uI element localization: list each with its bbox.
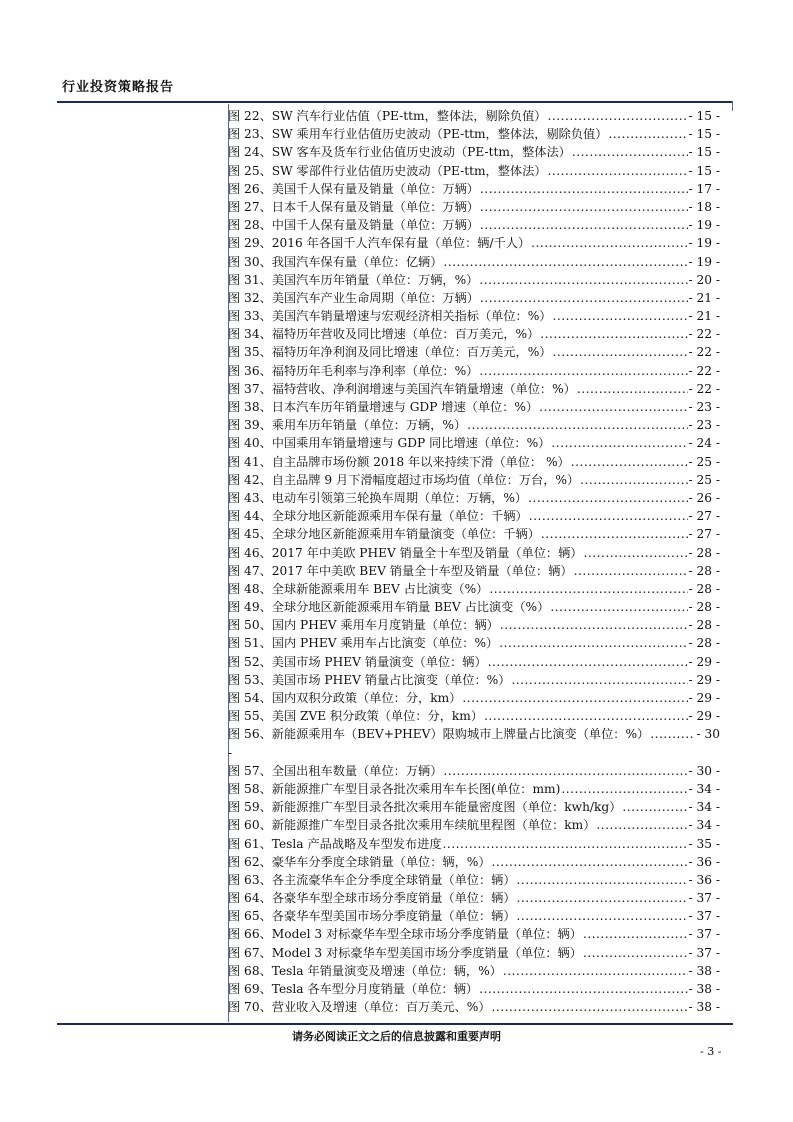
- toc-entry[interactable]: [228, 944, 720, 962]
- toc-entry-page: - 30 -: [688, 763, 720, 778]
- toc-entry-label: 图 27、日本千人保有量及销量（单位：万辆）: [228, 199, 479, 214]
- toc-entry-label: 图 63、各主流豪华车企分季度全球销量（单位：辆）: [228, 872, 516, 887]
- toc-entry-label: 图 59、新能源推广车型目录各批次乘用车能量密度图（单位：kwh/kg）: [228, 800, 622, 815]
- toc-entry-page: - 19 -: [688, 254, 720, 269]
- toc-entry-page: - 34 -: [688, 800, 720, 815]
- toc-entry[interactable]: [228, 380, 720, 398]
- toc-entry-page: - 22 -: [688, 363, 720, 378]
- toc-dot-leader: [517, 889, 688, 907]
- toc-entry-label: 图 67、Model 3 对标豪华车型美国市场分季度销量（单位：辆）: [228, 945, 582, 960]
- toc-entry[interactable]: [228, 343, 720, 361]
- toc-dot-leader: [511, 671, 687, 689]
- toc-entry-label: 图 40、中国乘用车销量增速与 GDP 同比增速（单位：%）: [228, 436, 551, 451]
- toc-entry-page: - 28 -: [688, 636, 720, 651]
- toc-entry-label: 图 55、美国 ZVE 积分政策（单位：分，km）: [228, 709, 484, 724]
- toc-entry[interactable]: [228, 453, 720, 471]
- toc-dot-leader: [489, 580, 687, 598]
- toc-entry-label: 图 36、福特历年毛利率与净利率（单位：%）: [228, 363, 479, 378]
- toc-entry-page: - 34 -: [688, 781, 720, 796]
- toc-entry-label: 图 44、全球分地区新能源乘用车保有量（单位：千辆）: [228, 509, 528, 524]
- toc-entry-label: 图 54、国内双积分政策（单位：分，km）: [228, 691, 462, 705]
- toc-entry-page: - 19 -: [688, 236, 720, 251]
- toc-entry-page: - 15 -: [688, 145, 720, 160]
- toc-entry-label: 图 45、全球分地区新能源乘用车销量演变（单位：千辆）: [228, 527, 540, 542]
- toc-entry-label: 图 33、美国汽车销量增速与宏观经济相关指标（单位：%）: [228, 309, 552, 324]
- toc-entry[interactable]: [228, 871, 720, 889]
- toc-dot-leader: [540, 325, 687, 343]
- toc-entry-label: 图 43、电动车引领第三轮换车周期（单位：万辆，%）: [228, 490, 528, 505]
- toc-dot-leader: [467, 416, 687, 434]
- toc-entry[interactable]: [228, 980, 720, 998]
- toc-entry-label: 图 24、SW 客车及货车行业估值历史波动（PE-ttm，整体法）: [228, 145, 571, 160]
- toc-dot-leader: [552, 343, 687, 361]
- toc-entry-page: - 27 -: [688, 527, 720, 542]
- toc-dot-leader: [479, 980, 687, 998]
- toc-entry-label: 图 56、新能源乘用车（BEV+PHEV）限购城市上牌量占比演变（单位：%）: [228, 727, 650, 742]
- toc-entry-page: - 22 -: [688, 381, 720, 396]
- toc-entry-page: - 28 -: [688, 581, 720, 596]
- toc-entry-page: - 36 -: [688, 854, 720, 869]
- toc-entry[interactable]: [228, 653, 720, 671]
- toc-entry[interactable]: [228, 253, 720, 271]
- toc-entry[interactable]: [228, 507, 720, 525]
- toc-entry-page: - 21 -: [688, 309, 720, 324]
- toc-dot-leader: [608, 125, 687, 143]
- toc-entry-page: - 28 -: [688, 600, 720, 615]
- toc-entry[interactable]: [228, 580, 720, 598]
- toc-dot-leader: [596, 816, 687, 834]
- toc-entry-label: 图 29、2016 年各国千人汽车保有量（单位：辆/千人）: [228, 236, 531, 251]
- toc-dot-leader: [622, 798, 687, 816]
- toc-entry-page: - 37 -: [688, 945, 720, 960]
- toc-entry-label: 图 70、营业收入及增速（单位：百万美元、%）: [228, 1000, 491, 1015]
- toc-entry[interactable]: [228, 544, 720, 562]
- toc-entry-page: - 37 -: [688, 927, 720, 942]
- toc-entry-page: - 29 -: [688, 672, 720, 687]
- toc-entry-page: - 36 -: [688, 872, 720, 887]
- toc-entry[interactable]: [228, 616, 720, 634]
- toc-entry[interactable]: [228, 198, 720, 216]
- toc-dot-leader: [517, 907, 688, 925]
- toc-dot-leader: [572, 143, 688, 161]
- toc-entry-label: 图 26、美国千人保有量及销量（单位：万辆）: [228, 181, 479, 196]
- toc-entry-label: 图 53、美国市场 PHEV 销量占比演变（单位：%）: [228, 672, 511, 687]
- toc-dot-leader: [574, 562, 688, 580]
- table-of-figures: [228, 107, 720, 1016]
- toc-entry-label: 图 32、美国汽车产业生命周期（单位：万辆）: [228, 290, 479, 305]
- toc-entry-label: 图 31、美国汽车历年销量（单位：万辆，%）: [228, 272, 479, 287]
- toc-dot-leader: [551, 434, 687, 452]
- toc-entry-page: - 15 -: [688, 163, 720, 178]
- toc-entry[interactable]: [228, 816, 720, 834]
- toc-dot-leader: [503, 962, 688, 980]
- toc-entry-label: 图 52、美国市场 PHEV 销量演变（单位：辆）: [228, 654, 487, 669]
- toc-entry-label: 图 23、SW 乘用车行业估值历史波动（PE-ttm，整体法，剔除负值）: [228, 127, 608, 142]
- toc-entry-page: - 22 -: [688, 327, 720, 342]
- toc-dot-leader: [550, 598, 687, 616]
- toc-entry[interactable]: [228, 325, 720, 343]
- toc-dot-leader: [528, 489, 687, 507]
- toc-entry[interactable]: [228, 962, 720, 980]
- footer-rule: [57, 1023, 733, 1025]
- toc-entry-label: 图 68、Tesla 年销量演变及增速（单位：辆，%）: [228, 963, 502, 978]
- header-rule: [57, 101, 733, 103]
- toc-entry[interactable]: [228, 471, 720, 489]
- toc-entry-label: 图 28、中国千人保有量及销量（单位：万辆）: [228, 218, 479, 233]
- toc-entry-label: 图 50、国内 PHEV 乘用车月度销量（单位：辆）: [228, 618, 499, 633]
- toc-entry-page: - 38 -: [688, 982, 720, 996]
- toc-entry-page: - 17 -: [688, 181, 720, 196]
- toc-entry-page: - 26 -: [688, 490, 720, 505]
- toc-entry[interactable]: [228, 907, 720, 925]
- toc-entry[interactable]: [228, 689, 720, 707]
- toc-entry-label: 图 34、福特历年营收及同比增速（单位：百万美元，%）: [228, 327, 540, 342]
- toc-entry-page: - 18 -: [688, 199, 720, 214]
- toc-dot-leader: [479, 362, 687, 380]
- toc-dot-leader: [492, 853, 688, 871]
- toc-entry[interactable]: [228, 362, 720, 380]
- toc-dot-leader: [650, 725, 695, 743]
- toc-entry-label: 图 49、全球分地区新能源乘用车销量 BEV 占比演变（%）: [228, 600, 550, 615]
- toc-entry[interactable]: [228, 889, 720, 907]
- toc-entry[interactable]: [228, 634, 720, 652]
- toc-entry-page: - 28 -: [688, 545, 720, 560]
- toc-entry[interactable]: [228, 434, 720, 452]
- toc-entry[interactable]: [228, 107, 720, 125]
- toc-entry-page: - 29 -: [688, 691, 720, 705]
- toc-entry[interactable]: [228, 398, 720, 416]
- toc-dot-leader: [443, 835, 688, 853]
- toc-entry[interactable]: [228, 780, 720, 798]
- toc-dot-leader: [479, 271, 687, 289]
- toc-dot-leader: [548, 162, 688, 180]
- toc-entry-label: 图 42、自主品牌 9 月下滑幅度超过市场均值（单位：万台，%）: [228, 472, 580, 487]
- toc-entry-label: 图 37、福特营收、净利润增速与美国汽车销量增速（单位：%）: [228, 381, 576, 396]
- toc-entry-label: 图 38、日本汽车历年销量增速与 GDP 增速（单位：%）: [228, 400, 539, 414]
- toc-entry-page: - 15 -: [688, 127, 720, 142]
- toc-entry-page: - 37 -: [688, 909, 720, 924]
- toc-entry-continuation: -: [228, 745, 233, 760]
- toc-entry[interactable]: [228, 762, 720, 780]
- toc-entry-page: - 34 -: [688, 818, 720, 833]
- toc-entry[interactable]: [228, 525, 720, 543]
- toc-entry-page: - 30: [696, 727, 720, 742]
- toc-entry-page: - 37 -: [688, 891, 720, 906]
- toc-entry-label: 图 64、各豪华车型全球市场分季度销量（单位：辆）: [228, 891, 516, 906]
- toc-dot-leader: [517, 871, 688, 889]
- toc-entry-page: - 28 -: [688, 563, 720, 578]
- toc-entry-page: - 28 -: [688, 618, 720, 633]
- toc-entry[interactable]: [228, 671, 720, 689]
- toc-entry[interactable]: [228, 180, 720, 198]
- toc-entry[interactable]: [228, 835, 720, 853]
- toc-dot-leader: [583, 925, 688, 943]
- toc-entry-page: - 29 -: [688, 654, 720, 669]
- toc-entry-label: 图 25、SW 零部件行业估值历史波动（PE-ttm，整体法）: [228, 163, 547, 178]
- toc-entry-label: 图 69、Tesla 各车型分月度销量（单位：辆）: [228, 982, 479, 996]
- toc-entry-label: 图 60、新能源推广车型目录各批次乘用车续航里程图（单位：km）: [228, 818, 596, 833]
- toc-entry-page: - 38 -: [688, 1000, 720, 1015]
- toc-dot-leader: [480, 198, 688, 216]
- toc-entry-label: 图 61、Tesla 产品战略及车型发布进度: [228, 836, 442, 851]
- toc-dot-leader: [541, 525, 688, 543]
- toc-dot-leader: [492, 998, 688, 1016]
- toc-entry[interactable]: [228, 234, 720, 252]
- toc-entry[interactable]: [228, 725, 720, 743]
- toc-entry[interactable]: [228, 925, 720, 943]
- toc-entry-page: - 25 -: [688, 472, 720, 487]
- toc-dot-leader: [548, 107, 688, 125]
- toc-dot-leader: [529, 507, 688, 525]
- toc-entry-label: 图 39、乘用车历年销量（单位：万辆，%）: [228, 418, 467, 433]
- toc-entry-page: - 19 -: [688, 218, 720, 233]
- toc-dot-leader: [571, 453, 688, 471]
- toc-dot-leader: [488, 653, 688, 671]
- report-category-title: 行业投资策略报告: [62, 80, 175, 95]
- toc-dot-leader: [480, 180, 688, 198]
- header-right-tick: [732, 101, 733, 111]
- toc-entry[interactable]: [228, 216, 720, 234]
- toc-dot-leader: [577, 380, 688, 398]
- toc-entry[interactable]: [228, 707, 720, 725]
- toc-dot-leader: [484, 707, 687, 725]
- toc-entry-page: - 20 -: [688, 272, 720, 287]
- toc-dot-leader: [499, 634, 687, 652]
- toc-dot-leader: [531, 234, 687, 252]
- toc-dot-leader: [561, 780, 687, 798]
- toc-entry-page: - 22 -: [688, 345, 720, 360]
- toc-entry[interactable]: [228, 416, 720, 434]
- toc-entry-label: 图 66、Model 3 对标豪华车型全球市场分季度销量（单位：辆）: [228, 927, 582, 942]
- toc-entry-page: - 23 -: [688, 400, 720, 414]
- toc-dot-leader: [480, 216, 688, 234]
- toc-entry-label: 图 35、福特历年净利润及同比增速（单位：百万美元，%）: [228, 345, 552, 360]
- toc-entry[interactable]: [228, 125, 720, 143]
- toc-entry[interactable]: [228, 562, 720, 580]
- toc-entry-page: - 29 -: [688, 709, 720, 724]
- toc-entry[interactable]: [228, 271, 720, 289]
- toc-dot-leader: [580, 471, 687, 489]
- toc-entry-label: 图 22、SW 汽车行业估值（PE-ttm，整体法，剔除负值）: [228, 109, 547, 123]
- toc-dot-leader: [480, 289, 688, 307]
- toc-entry-page: - 21 -: [688, 290, 720, 305]
- toc-dot-leader: [500, 616, 688, 634]
- toc-entry-label: 图 48、全球新能源乘用车 BEV 占比演变（%）: [228, 581, 489, 596]
- toc-dot-leader: [552, 307, 687, 325]
- toc-dot-leader: [443, 762, 687, 780]
- toc-entry-label: 图 51、国内 PHEV 乘用车占比演变（单位：%）: [228, 636, 499, 651]
- toc-entry[interactable]: [228, 798, 720, 816]
- toc-entry-page: - 38 -: [688, 963, 720, 978]
- toc-entry-label: 图 41、自主品牌市场份额 2018 年以来持续下滑（单位： %）: [228, 454, 570, 469]
- toc-entry-label: 图 65、各豪华车型美国市场分季度销量（单位：辆）: [228, 909, 516, 924]
- toc-entry[interactable]: [228, 853, 720, 871]
- toc-entry-label: 图 46、2017 年中美欧 PHEV 销量全十车型及销量（单位：辆）: [228, 545, 583, 560]
- toc-entry-page: - 27 -: [688, 509, 720, 524]
- toc-entry[interactable]: [228, 307, 720, 325]
- toc-entry[interactable]: [228, 143, 720, 161]
- toc-entry[interactable]: [228, 289, 720, 307]
- toc-entry[interactable]: [228, 598, 720, 616]
- page-number: - 3 -: [700, 1045, 722, 1058]
- toc-dot-leader: [584, 544, 688, 562]
- toc-entry-label: 图 30、我国汽车保有量（单位：亿辆）: [228, 254, 443, 269]
- toc-entry-page: - 15 -: [688, 109, 720, 123]
- toc-dot-leader: [462, 689, 687, 707]
- toc-dot-leader: [443, 253, 687, 271]
- toc-entry-label: 图 47、2017 年中美欧 BEV 销量全十车型及销量（单位：辆）: [228, 563, 573, 578]
- toc-entry-page: - 35 -: [688, 836, 720, 851]
- toc-entry-label: 图 58、新能源推广车型目录各批次乘用车车长图(单位：mm): [228, 781, 561, 796]
- toc-dot-leader: [539, 398, 687, 416]
- toc-entry[interactable]: [228, 998, 720, 1016]
- toc-entry-label: 图 62、豪华车分季度全球销量（单位：辆，%）: [228, 854, 491, 869]
- toc-entry-page: - 25 -: [688, 454, 720, 469]
- toc-entry-label: 图 57、全国出租车数量（单位：万辆）: [228, 763, 443, 778]
- toc-dot-leader: [583, 944, 688, 962]
- toc-entry-page: - 23 -: [688, 418, 720, 433]
- toc-entry-page: - 24 -: [688, 436, 720, 451]
- toc-entry[interactable]: [228, 162, 720, 180]
- disclaimer-notice: 请务必阅读正文之后的信息披露和重要声明: [292, 1030, 501, 1043]
- toc-entry[interactable]: [228, 489, 720, 507]
